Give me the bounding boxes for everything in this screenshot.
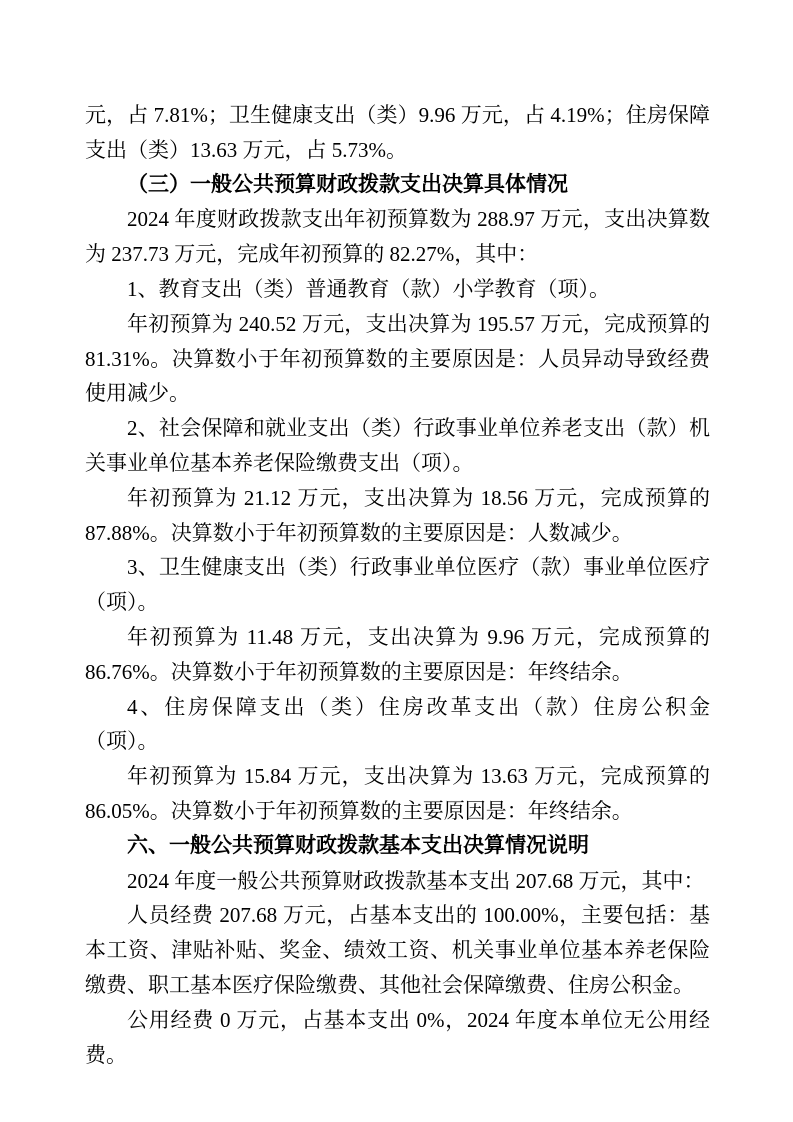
paragraph-item-4-housing-figures: 年初预算为 15.84 万元，支出决算为 13.63 万元，完成预算的 86.05%。决算数小于年初预算数的主要原因是：年终结余。 [85,764,710,823]
paragraph-public-expense: 公用经费 0 万元，占基本支出 0%，2024 年度本单位无公用经费。 [85,1007,710,1067]
paragraph-basic-expenditure-total: 2024 年度一般公共预算财政拨款基本支出 207.68 万元，其中： [127,868,705,893]
paragraph-item-2-social-security-figures: 年初预算为 21.12 万元，支出决算为 18.56 万元，完成预算的 87.88%。决算数小于年初预算数的主要原因是：人数减少。 [85,485,710,545]
paragraph-item-3-health-figures: 年初预算为 11.48 万元，支出决算为 9.96 万元，完成预算的 86.76%。决算数小于年初预算数的主要原因是：年终结余。 [85,624,710,684]
paragraph-item-4-housing: 4、住房保障支出（类）住房改革支出（款）住房公积金（项）。 [85,694,710,754]
paragraph-item-2-social-security: 2、社会保障和就业支出（类）行政事业单位养老支出（款）机关事业单位基本养老保险缴费支出（项）。 [85,416,710,475]
paragraph-item-1-education: 1、教育支出（类）普通教育（款）小学教育（项）。 [127,276,610,301]
paragraph-personnel-expense: 人员经费 207.68 万元，占基本支出的 100.00%，主要包括：基本工资、津贴补贴、奖金、绩效工资、机关事业单位基本养老保险缴费、职工基本医疗保险缴费、其他社会保障缴费、住房公积金。 [85,903,710,997]
section-heading-6-basic-expenditure: 六、一般公共预算财政拨款基本支出决算情况说明 [127,833,589,857]
paragraph-item-3-health: 3、卫生健康支出（类）行政事业单位医疗（款）事业单位医疗（项）。 [85,555,710,615]
paragraph-item-1-education-figures: 年初预算为 240.52 万元，支出决算为 195.57 万元，完成预算的 81.31%。决算数小于年初预算数的主要原因是：人员异动导致经费使用减少。 [85,311,710,406]
section-heading-3-expenditure-details: （三）一般公共预算财政拨款支出决算具体情况 [127,172,568,196]
paragraph-continuation-expenditure-shares: 元，占 7.81%；卫生健康支出（类）9.96 万元，占 4.19%；住房保障支出（类）13.63 万元，占 5.73%。 [85,103,710,162]
paragraph-expenditure-overview: 2024 年度财政拨款支出年初预算数为 288.97 万元，支出决算数为 237.73 万元，完成年初预算的 82.27%，其中： [85,207,710,267]
